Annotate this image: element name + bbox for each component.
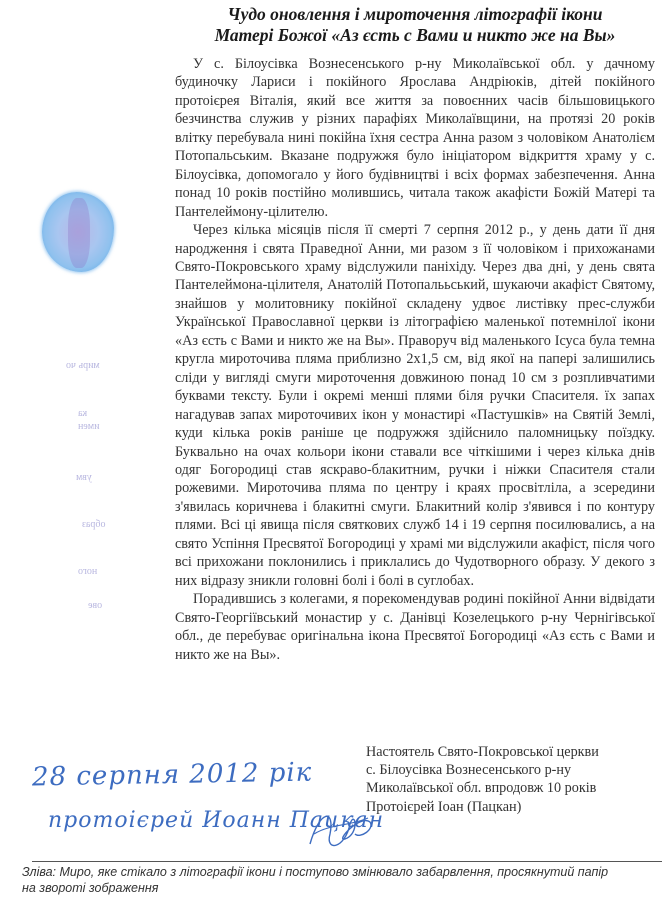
myrrh-stain-image [42, 192, 114, 272]
paragraph-3: Порадившись з колегами, я порекомендував родині покійної Анни відвідати Свято-Георгіївський монастир у с. Данівці Козелецького р-ну Чернігівської обл., де перебуває оригінальна ікона Пресвятої Богородиці «Аз єсть с Вами и никто же на Вы». [175, 591, 655, 663]
signature-scribble-icon [300, 804, 380, 854]
ghost-text-6: ного [78, 566, 98, 577]
signature-line-2: с. Білоусівка Вознесенського р-ну [366, 762, 572, 779]
ghost-text-3: имен [78, 421, 100, 432]
ghost-text-4: увм [76, 472, 92, 483]
ghost-text-2: ка [78, 408, 88, 419]
paragraph-2: Через кілька місяців після її смерті 7 серпня 2012 р., у день дати її дня народження і свята Праведної Анни, ми разом з її чоловіком і прихожанами Свято-Покровського храму відслужили паніхіду. Через два дні, у день свята Пантелеймона-цілителя, Анатолій Потопалььський, шукаючи акафіст Святому, знайшов у молитовнику покійної складену удвоє листівку прес-служби Української Православної церкви із літографією маленької потемнілої ікони «Аз єсть с Вами и никто же на Вы». Праворуч від маленького Ісуса була темна кругла мироточива пляма приблизно 2х1,5 см, від якої на папері залишились сліди у вигляді смуги мироточення довжиною понад 10 см з розпливчатими буквами тексту. Були і окремі менші плями біля ручки Спасителя. їх запах нагадував запах мироточивих ікон у монастирі «Пастушків» на Святій Землі, куди кілька років раніше це подружжя здійснило паломницьку поїздку. Буквально на очах кольори ікони ставали все чіткішими і через кілька днів одяг Богородиці став яскраво-блакитним, ручки і ніжки Спасителя стали рожевими. Мироточива пляма по центру і краях просвітліла, а зсередини з'явилась коричнева і блакитні смуги. Блакитний колір з'явився і по контуру плями. Всі ці явища після святкових служб 14 і 19 серпня посилювались, а на свято Успіння Пресвятої Богородиці у храмі ми відслужили акафіст, після чого всі прихожани поклонились і приклались до Чудотворного образу. У декого з них відразу зникли головні болі і болі в суглобах. [175, 222, 655, 589]
handwritten-signature: протоієрей Иоанн Пацкан [48, 808, 385, 833]
ghost-text-5: образ [82, 519, 106, 530]
signature-line-1: Настоятель Свято-Покровської церкви [366, 744, 599, 760]
handwritten-date: 28 серпня 2012 рік [31, 757, 313, 793]
article-body [175, 55, 655, 664]
image-caption: Зліва: Миро, яке стікало з літографії ікони і поступово змінювало забарвлення, просякнутий папір на звороті зображення [22, 865, 609, 895]
signature-line-4: Протоієрей Іоан (Пацкан) [366, 798, 522, 815]
ghost-text-1: мирь чо [66, 360, 100, 371]
paragraph-1: У с. Білоусівка Вознесенського р-ну Миколаївської обл. у дачному будиночку Лариси і покійного Ярослава Андріюків, дітей покійного протоієрея Віталія, який все життя за повоєнних часів більшовицького безчинства служив у різних парафіях Миколаївщини, на протязі 20 років влітку перебувала нині покійна їхня сестра Анна разом з чоловіком Анатолієм Потопальським. Вказане подружжя було ініціатором відкриття храму у с. Білоусівка, допомогало у його будівництві і всіх формах забезпечення. Анна понад 10 років постійно молившись, читала також акафісти Божій Матері та Пантелеймону-цілителю. [175, 56, 655, 220]
caption-divider [32, 861, 662, 862]
ghost-text-7: ове [88, 600, 103, 611]
article-title-line-1: Чудо оновлення і мироточення літографії ікони [227, 4, 603, 24]
article-title-line-2: Матері Божої «Аз єсть с Вами и никто же на Вы» [214, 25, 616, 45]
signature-block [366, 743, 656, 816]
signature-line-3: Миколаївської обл. впродовж 10 років [366, 780, 597, 797]
article-title [175, 4, 655, 46]
